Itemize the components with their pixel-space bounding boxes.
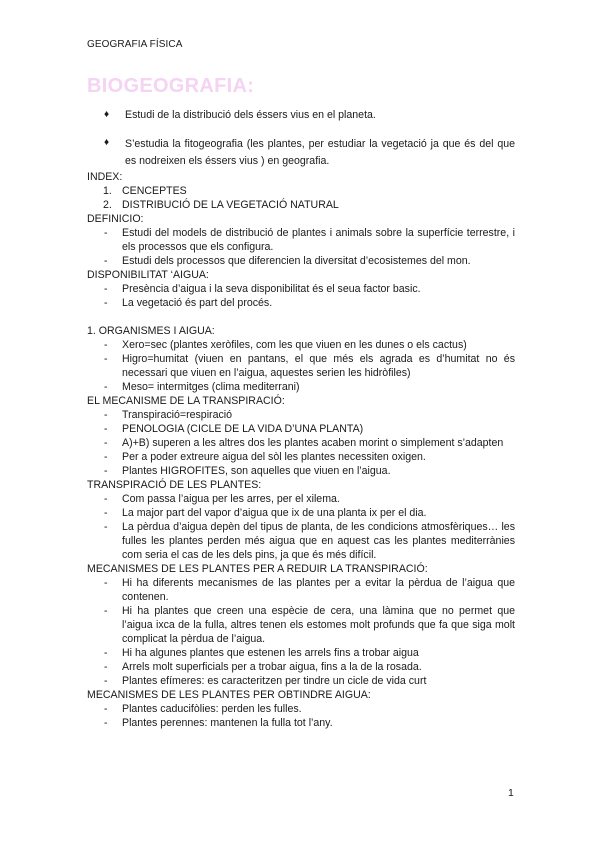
intro-bullet [104, 136, 515, 170]
list-item [104, 338, 515, 352]
diamond-bullet-icon: ♦ [104, 137, 110, 148]
list-item-text: Higro=humitat (viuen en pantans, el que més els agrada es d’humitat no és necessari que viuen en l’aigua, aquestes serien les hidròfiles) [122, 353, 515, 379]
list-item [104, 408, 515, 422]
section-heading: MECANISMES DE LES PLANTES PER A REDUIR LA TRANSPIRACIÓ: [87, 563, 428, 575]
list-item-text: Per a poder extreure aigua del sòl les plantes necessiten oxigen. [122, 451, 426, 463]
list-item [104, 576, 515, 604]
list-item [104, 254, 515, 268]
list-item-text: Meso= intermitges (clima mediterrani) [122, 381, 300, 393]
dash-bullet: - [104, 381, 108, 393]
dash-bullet: - [104, 647, 108, 659]
list-item-text: Hi ha algunes plantes que estenen les arrels fins a trobar aigua [122, 647, 419, 659]
list-item [104, 716, 515, 730]
dash-bullet: - [104, 297, 108, 309]
dash-bullet: - [104, 255, 108, 267]
dash-bullet: - [104, 507, 108, 519]
document-title: BIOGEOGRAFIA: [87, 75, 255, 97]
dash-bullet: - [104, 717, 108, 729]
list-item [104, 296, 515, 310]
list-item-text: DISTRIBUCIÓ DE LA VEGETACIÓ NATURAL [122, 199, 339, 211]
dash-bullet: - [104, 675, 108, 687]
list-item [104, 674, 515, 688]
list-item-text: Presència d’aigua i la seva disponibilitat és el seua factor basic. [122, 283, 421, 295]
list-item [104, 436, 515, 450]
list-item-text: Com passa l’aigua per les arres, per el xilema. [122, 493, 340, 505]
list-item-text: CENCEPTES [122, 185, 187, 197]
dash-bullet: - [104, 703, 108, 715]
dash-bullet: - [104, 661, 108, 673]
section-heading: 1. ORGANISMES I AIGUA: [87, 325, 215, 337]
dash-bullet: - [104, 437, 108, 449]
list-item-text: La major part del vapor d’aigua que ix de una planta ix per el dia. [122, 507, 427, 519]
list-item-text: La pèrdua d’aigua depèn del tipus de planta, de les condicions atmosfèriques… les fulles les plantes perden més aigua que en aquest cas les plantes mediterrànies com seria el cas de les dels pins, ja que és més difícil. [122, 521, 515, 561]
list-item [104, 226, 515, 254]
list-number: 1. [103, 185, 112, 197]
document-body [87, 104, 515, 730]
section-heading: DEFINICIO: [87, 213, 144, 225]
list-item-text: A)+B) superen a les altres dos les plantes acaben morint o simplement s’adapten [122, 437, 504, 449]
page-header: GEOGRAFIA FÍSICA [87, 39, 183, 50]
list-item [104, 282, 515, 296]
list-item-text: Plantes HIGROFITES, son aquelles que viuen en l’aigua. [122, 465, 391, 477]
list-item-text: PENOLOGIA (CICLE DE LA VIDA D’UNA PLANTA) [122, 423, 364, 435]
list-item [104, 450, 515, 464]
diamond-bullet-icon: ♦ [104, 109, 110, 120]
list-item [104, 492, 515, 506]
dash-bullet: - [104, 409, 108, 421]
dash-bullet: - [104, 577, 108, 589]
list-item [104, 352, 515, 380]
list-item [104, 520, 515, 562]
list-item [104, 646, 515, 660]
list-item [104, 604, 515, 646]
intro-bullet-text: S’estudia la fitogeografia (les plantes, per estudiar la vegetació ja que és del que es nodreixen els éssers vius ) en geografia. [125, 138, 515, 167]
list-item-text: Plantes perennes: mantenen la fulla tot l’any. [122, 717, 333, 729]
list-item [104, 380, 515, 394]
dash-bullet: - [104, 493, 108, 505]
dash-bullet: - [104, 339, 108, 351]
dash-bullet: - [104, 451, 108, 463]
list-number: 2. [103, 199, 112, 211]
list-item-text: Plantes caducifòlies: perden les fulles. [122, 703, 302, 715]
intro-bullet-text: Estudi de la distribució dels éssers vius en el planeta. [125, 109, 376, 121]
list-item [104, 660, 515, 674]
section-heading: DISPONIBILITAT ‘AIGUA: [87, 269, 209, 281]
list-item [104, 464, 515, 478]
list-item-text: Estudi dels processos que diferencien la diversitat d’ecosistemes del mon. [122, 255, 471, 267]
dash-bullet: - [104, 521, 108, 533]
section-heading: EL MECANISME DE LA TRANSPIRACIÓ: [87, 395, 285, 407]
dash-bullet: - [104, 423, 108, 435]
dash-bullet: - [104, 283, 108, 295]
list-item [104, 506, 515, 520]
list-item-text: Xero=sec (plantes xeròfiles, com les que viuen en les dunes o els cactus) [122, 339, 467, 351]
dash-bullet: - [104, 605, 108, 617]
list-item [103, 184, 515, 198]
section-heading: INDEX: [87, 171, 123, 183]
list-item [103, 198, 515, 212]
list-item-text: Hi ha diferents mecanismes de las plantes per a evitar la pèrdua de l’aigua que contenen. [122, 577, 515, 603]
list-item-text: Hi ha plantes que creen una espècie de cera, una làmina que no permet que l’aigua ixca de la fulla, altres tenen els estomes molt profunds que fa que siga molt complicat la pèrdua de l’aigua. [122, 605, 515, 645]
intro-bullet [104, 108, 515, 122]
list-item [104, 702, 515, 716]
list-item-text: Transpiració=respiració [122, 409, 233, 421]
list-item-text: La vegetació és part del procés. [122, 297, 273, 309]
dash-bullet: - [104, 465, 108, 477]
section-heading: TRANSPIRACIÓ DE LES PLANTES: [87, 479, 262, 491]
section-heading: MECANISMES DE LES PLANTES PER OBTINDRE AIGUA: [87, 689, 371, 701]
dash-bullet: - [104, 227, 108, 239]
page-number: 1 [508, 787, 514, 799]
list-item-text: Plantes efímeres: es caracteritzen per tindre un cicle de vida curt [122, 675, 427, 687]
list-item-text: Arrels molt superficials per a trobar aigua, fins a la de la rosada. [122, 661, 422, 673]
list-item-text: Estudi del models de distribució de plantes i animals sobre la superfície terrestre, i els processos que els configura. [122, 227, 515, 253]
dash-bullet: - [104, 353, 108, 365]
list-item [104, 422, 515, 436]
